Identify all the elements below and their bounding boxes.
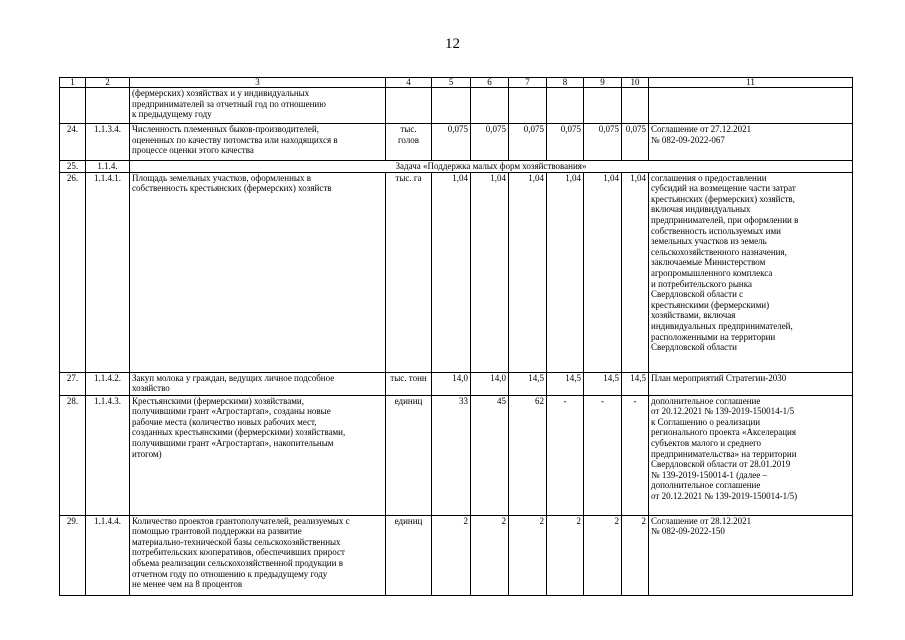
table-row (60, 124, 853, 161)
column-number: 4 (386, 78, 432, 88)
indicators-table (59, 77, 853, 596)
indicator-value: 33 (432, 395, 471, 515)
indicator-value: 14,0 (471, 372, 509, 395)
indicator-name: Крестьянскими (фермерскими) хозяйствами, получившими грант «Агростартап», созданы новые рабочие места (количество новых рабочих мест, созданных крестьянскими (фермерскими) хозяйствами, получившими грант «Агростартап», накопительным итогом) (130, 395, 386, 515)
row-code: 1.1.4.3. (86, 395, 130, 515)
indicator-value: 0,075 (584, 124, 622, 161)
source-note: соглашения о предоставлении субсидий на возмещение части затрат крестьянских (фермерских) хозяйств, включая индивидуальных предпринимателей, при оформлении в собственность используемых ими земельных участков из земель сельскохозяйственного назначения, заключаемые Министерством агропромышленного комплекса и потребительского рынка Свердловской области с крестьянскими (фермерскими) хозяйствами, включая индивидуальных предпринимателей, расположенными на территории Свердловской области (649, 172, 853, 372)
indicator-value: 45 (471, 395, 509, 515)
table-row (60, 395, 853, 515)
table-row (60, 88, 853, 124)
indicator-value (584, 88, 622, 124)
row-code: 1.1.4.4. (86, 515, 130, 595)
indicator-value (622, 88, 649, 124)
source-note (649, 88, 853, 124)
row-number: 29. (60, 515, 86, 595)
task-title: Задача «Поддержка малых форм хозяйствования» (130, 161, 853, 173)
indicator-value: 0,075 (509, 124, 547, 161)
unit: тыс. голов (386, 124, 432, 161)
row-code: 1.1.4. (86, 161, 130, 173)
unit: единиц (386, 395, 432, 515)
column-number-row (60, 78, 853, 88)
column-number: 10 (622, 78, 649, 88)
indicator-value: 0,075 (432, 124, 471, 161)
row-number: 28. (60, 395, 86, 515)
indicator-value: 0,075 (471, 124, 509, 161)
row-number: 27. (60, 372, 86, 395)
source-note: дополнительное соглашение от 20.12.2021 № 139-2019-150014-1/5 к Соглашению о реализации регионального проекта «Акселерация субъектов малого и среднего предпринимательства» на территории Свердловской области от 28.01.2019 № 139-2019-150014-1 (далее – дополнительное соглашение от 20.12.2021 № 139-2019-150014-1/5) (649, 395, 853, 515)
indicator-value: 1,04 (584, 172, 622, 372)
table-row (60, 372, 853, 395)
unit: единиц (386, 515, 432, 595)
page-number: 12 (445, 36, 460, 52)
column-number: 5 (432, 78, 471, 88)
column-number: 8 (547, 78, 584, 88)
row-number: 24. (60, 124, 86, 161)
row-number (60, 88, 86, 124)
indicator-value: 2 (432, 515, 471, 595)
column-number: 3 (130, 78, 386, 88)
row-code: 1.1.3.4. (86, 124, 130, 161)
indicator-value: 2 (547, 515, 584, 595)
indicator-value: 2 (622, 515, 649, 595)
indicator-value: 14,5 (509, 372, 547, 395)
unit (386, 88, 432, 124)
row-code: 1.1.4.1. (86, 172, 130, 372)
indicator-value: 0,075 (547, 124, 584, 161)
row-number: 25. (60, 161, 86, 173)
indicator-value (509, 88, 547, 124)
indicator-value: - (547, 395, 584, 515)
indicator-value (471, 88, 509, 124)
table-row (60, 515, 853, 595)
indicator-name: Количество проектов грантополучателей, реализуемых с помощью грантовой поддержки на развитие материально-технической базы сельскохозяйственных потребительских кооперативов, обеспечивших прирост объема реализации сельскохозяйственной продукции в отчетном году по отношению к предыдущему году не менее чем на 8 процентов (130, 515, 386, 595)
indicator-value: 14,0 (432, 372, 471, 395)
indicator-value: 1,04 (471, 172, 509, 372)
row-code: 1.1.4.2. (86, 372, 130, 395)
indicator-value (432, 88, 471, 124)
indicator-name: Площадь земельных участков, оформленных в собственность крестьянских (фермерских) хозяйств (130, 172, 386, 372)
row-code (86, 88, 130, 124)
source-note: Соглашение от 28.12.2021 № 082-09-2022-150 (649, 515, 853, 595)
indicator-value: 2 (509, 515, 547, 595)
indicator-name: Закуп молока у граждан, ведущих личное подсобное хозяйство (130, 372, 386, 395)
indicator-value: - (584, 395, 622, 515)
column-number: 9 (584, 78, 622, 88)
unit: тыс. га (386, 172, 432, 372)
indicator-value: 0,075 (622, 124, 649, 161)
indicator-value: 1,04 (622, 172, 649, 372)
indicator-value (547, 88, 584, 124)
source-note: План мероприятий Стратегии-2030 (649, 372, 853, 395)
indicator-value: 14,5 (584, 372, 622, 395)
source-note: Соглашение от 27.12.2021 № 082-09-2022-067 (649, 124, 853, 161)
indicator-value: 1,04 (432, 172, 471, 372)
column-number: 6 (471, 78, 509, 88)
table-row (60, 172, 853, 372)
column-number: 2 (86, 78, 130, 88)
indicator-name: Численность племенных быков-производителей, оцененных по качеству потомства или находящихся в процессе оценки этого качества (130, 124, 386, 161)
indicator-value: 62 (509, 395, 547, 515)
column-number: 7 (509, 78, 547, 88)
column-number: 1 (60, 78, 86, 88)
indicator-value: 14,5 (622, 372, 649, 395)
indicator-name: (фермерских) хозяйствах и у индивидуальных предпринимателей за отчетный год по отношению к предыдущему году (130, 88, 386, 124)
indicator-value: 2 (584, 515, 622, 595)
indicator-value: 1,04 (509, 172, 547, 372)
indicator-value: - (622, 395, 649, 515)
indicator-value: 14,5 (547, 372, 584, 395)
table-row (60, 161, 853, 173)
unit: тыс. тонн (386, 372, 432, 395)
indicator-value: 2 (471, 515, 509, 595)
indicator-value: 1,04 (547, 172, 584, 372)
row-number: 26. (60, 172, 86, 372)
column-number: 11 (649, 78, 853, 88)
